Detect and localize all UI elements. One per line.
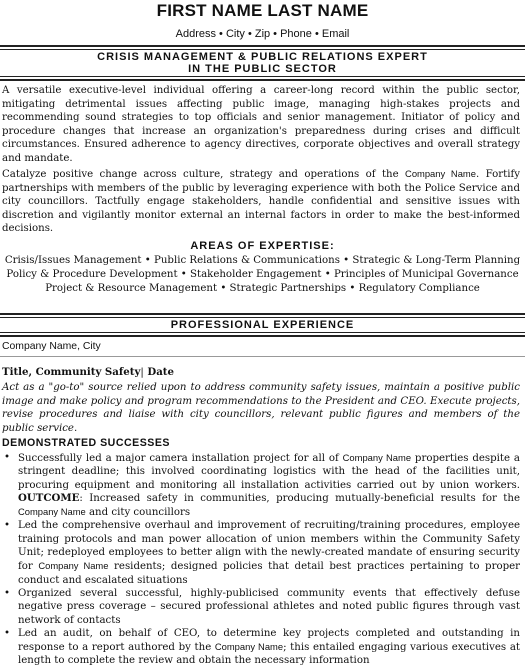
job-title: Title, Community Safety: [2, 366, 141, 378]
item-text: : Increased safety in communities, producing mutually-beneficial results for the: [79, 492, 520, 504]
job-date: Date: [147, 366, 174, 378]
successes-heading: DEMONSTRATED SUCCESSES: [2, 437, 170, 449]
headline-line-2: IN THE PUBLIC SECTOR: [188, 63, 337, 75]
item-text: Led an audit, on behalf of CEO, to determine key projects completed and outstanding in response to a report authored by the: [18, 627, 520, 654]
success-item: [2, 451, 520, 519]
title-separator: |: [140, 367, 144, 378]
headline-line-1: CRISIS MANAGEMENT & PUBLIC RELATIONS EXPERT: [97, 51, 428, 63]
item-text: residents; designed policies that detail best practices pertaining to proper conduct and escalated situations: [18, 561, 521, 586]
company-name: Company Name: [214, 641, 284, 653]
candidate-name: FIRST NAME LAST NAME: [156, 1, 369, 20]
outcome-label: OUTCOME: [18, 491, 80, 504]
experience-heading: PROFESSIONAL EXPERIENCE: [0, 317, 525, 333]
company-name: Company Name: [18, 506, 86, 518]
summary-text: . Fortify partnerships with members of the public by leveraging experience with both the Police Service and city councillors. Tactfully engage stakeholders, handle confidential and sensitive issues with discretion and vigilantly monitor external an internal factors in order to make the best-informed decisions.: [2, 169, 520, 235]
successes-list: [2, 451, 520, 668]
company-name: Company Name: [38, 560, 109, 572]
expertise-heading: AREAS OF EXPERTISE:: [190, 240, 335, 252]
contact-line: Address • City • Zip • Phone • Email: [175, 28, 350, 40]
item-text: properties despite a stringent deadline; this involved coordinating logistics with the head of the facilities unit, procuring equipment and monitoring all installation activities carried out by union workers.: [18, 453, 520, 491]
item-text: Led the comprehensive overhaul and improvement of recruiting/training procedures, employee training protocols and man power allocation of union members within the Community Safety Unit; redeployed employees to better align with the newly-created mandate of ensuring security for: [18, 520, 520, 573]
expertise-line: Project & Resource Management • Strategic Partnerships • Regulatory Compliance: [45, 283, 480, 294]
company-name: Company Name: [405, 168, 476, 179]
expertise-line: Policy & Procedure Development • Stakeholder Engagement • Principles of Municipal Governance: [6, 269, 519, 280]
job-title-line: [2, 366, 174, 378]
company-name: Company Name: [342, 452, 412, 463]
company-city: Company Name, City: [2, 341, 101, 352]
summary-text: Catalyze positive change across culture, strategy and operations of the: [2, 169, 406, 180]
divider: [0, 356, 525, 357]
success-item: [2, 627, 520, 668]
bullet-icon: •: [4, 587, 11, 599]
experience-banner: [0, 313, 525, 337]
item-text: ; this entailed engaging various executives at length to complete the review and obtain the necessary information: [18, 642, 520, 667]
job-description: Act as a "go-to" source relied upon to address community safety issues, maintain a positive public image and make policy and program recommendations to the President and CEO. Execute projects, revise procedures and liaise with city councillors, relevant public figures and members of the public service.: [2, 382, 520, 434]
expertise-line: Crisis/Issues Management • Public Relations & Communications • Strategic & Long-Term Planning: [4, 255, 521, 266]
item-text: and city councillors: [85, 507, 191, 519]
success-item: [2, 587, 520, 627]
item-text: Organized several successful, highly-publicised community events that effectively defuse negative press coverage – secured professional athletes and noted public figures through vast network of contacts: [18, 587, 520, 626]
success-item: [2, 519, 520, 586]
item-text: Successfully led a major camera installation project for all of: [18, 453, 343, 464]
headline-banner: [0, 45, 525, 81]
bullet-icon: •: [4, 520, 11, 532]
summary-paragraph-1: A versatile executive-level individual offering a career-long record within the public sector, mitigating detrimental issues affecting public image, managing high-stakes projects and recommending sound strategies to top officials and senior management. Initiator of policy and procedure changes that increase an organization's preparedness during crises and difficult circumstances. Ensured adherence to agency directives, corporate objectives and overall strategy and mandate.: [2, 85, 520, 164]
bullet-icon: •: [4, 452, 11, 463]
bullet-icon: •: [4, 627, 11, 639]
summary-paragraph-2: [2, 167, 520, 236]
